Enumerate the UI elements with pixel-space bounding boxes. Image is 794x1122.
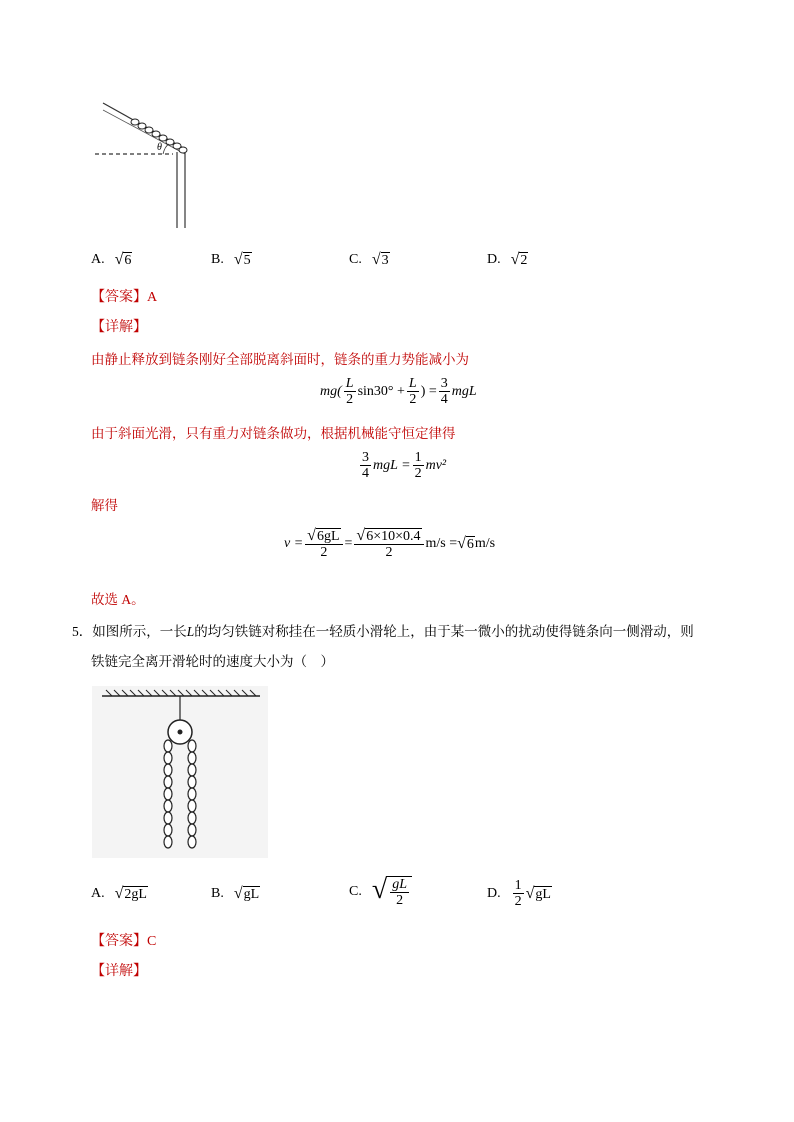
q5-option-a[interactable]: A. √ 2gL xyxy=(91,885,147,902)
q5-option-d[interactable]: D. $\frac{1}{2}$ √ gL xyxy=(487,878,551,910)
q4-option-c[interactable]: C. √ 3 xyxy=(349,251,389,268)
q4-equation-1: mg( $\frac{L}{2}$ sin30° + $\frac{L}{2}$ ) = $\frac{3}{4}$ mgL xyxy=(320,376,477,408)
q4-equation-2: $\frac{3}{4}$ mgL = $\frac{1}{2}$ mv² xyxy=(362,450,447,482)
q4-detail-tag: 【详解】 xyxy=(91,320,147,335)
q4-option-a[interactable]: A. √ 6 xyxy=(91,251,132,268)
radical: √ $\frac{gL}{2}$ xyxy=(372,876,412,909)
radical: √ gL xyxy=(233,885,260,902)
q4-line4: 故选 A。 xyxy=(91,592,145,607)
theta-label: θ xyxy=(157,142,162,153)
q4-answer: 【答案】A xyxy=(91,290,158,305)
q4-line3: 解得 xyxy=(91,498,118,513)
q5-option-b[interactable]: B. √ gL xyxy=(211,885,260,902)
radical: √ 2 xyxy=(510,251,528,268)
q4-line2: 由于斜面光滑，只有重力对链条做功，根据机械能守恒定律得 xyxy=(91,426,456,441)
q5-detail-tag: 【详解】 xyxy=(91,964,147,979)
q4-option-d[interactable]: D. √ 2 xyxy=(487,251,528,268)
q5-option-c[interactable]: C. √ $\frac{gL}{2}$ xyxy=(349,876,412,909)
pulley-chain-figure xyxy=(92,686,268,858)
q5-answer: 【答案】C xyxy=(91,934,157,949)
radical: √ 5 xyxy=(233,251,251,268)
radical: √ 6 xyxy=(114,251,132,268)
q4-option-b[interactable]: B. √ 5 xyxy=(211,251,251,268)
q5-stem-line2: 铁链完全离开滑轮时的速度大小为（ ） xyxy=(91,654,334,669)
radical: √ gL xyxy=(525,884,551,902)
q5-stem-line1: 5．如图所示，一长L的均匀铁链对称挂在一轻质小滑轮上，由于某一微小的扰动使得链条向一侧滑动，则 xyxy=(72,624,694,639)
radical: √ 3 xyxy=(371,251,389,268)
q4-equation-3: v = √ 6gL 2 = √ 6×10×0.4 2 m/s = √ 6 m/s xyxy=(284,527,496,561)
radical: √ 2gL xyxy=(114,885,147,902)
q4-line1: 由静止释放到链条刚好全部脱离斜面时，链条的重力势能减小为 xyxy=(91,352,469,367)
incline-chain-figure xyxy=(95,100,205,230)
